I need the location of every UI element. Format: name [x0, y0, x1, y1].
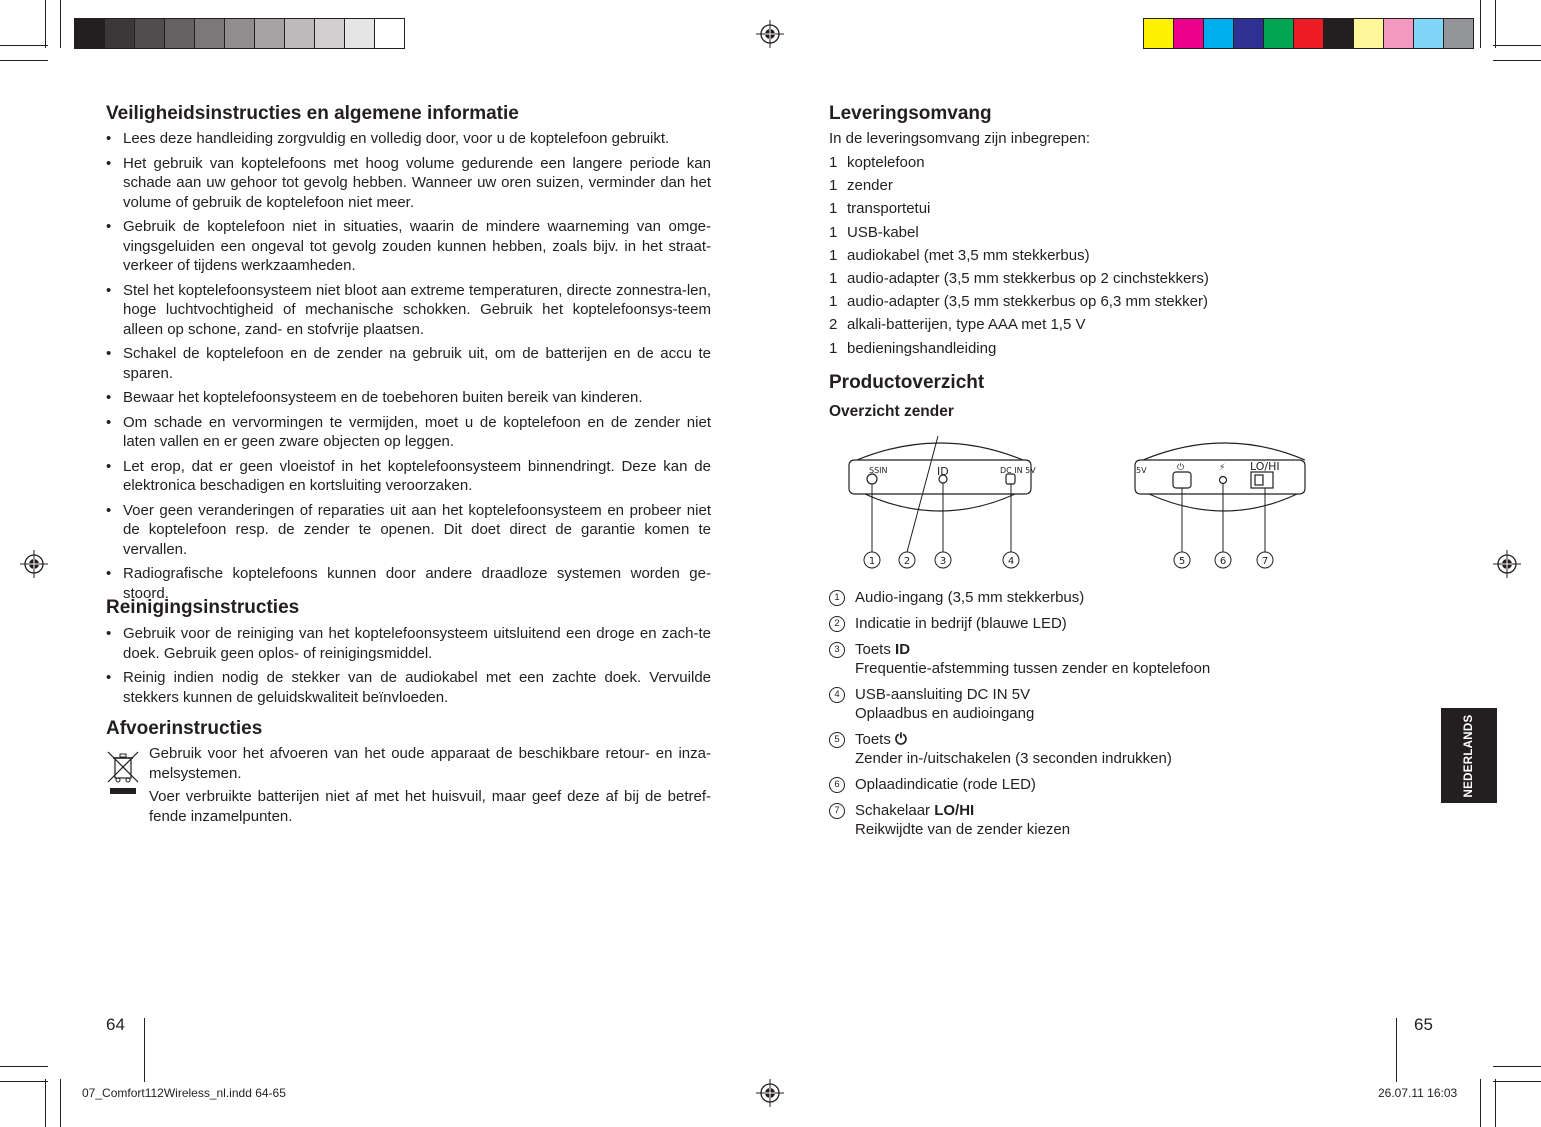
file-slug: 07_Comfort112Wireless_nl.indd 64-65: [82, 1086, 286, 1100]
delivery-item: [829, 313, 1209, 336]
bullet-item: • Reinig indien nodig de stekker van de audiokabel met een zachte doek. Vervuilde stekkers kunnen de geluidskwaliteit beïnvloeden.: [106, 668, 711, 707]
disposal-paragraph-2: Voer verbruikte batterijen niet af met het huisvuil, maar geef deze af bij de betref-fende inzamelpunten.: [149, 788, 711, 825]
callout-1: 1: [868, 556, 876, 567]
legend-prefix: Toets: [855, 731, 896, 748]
legend-item: [829, 640, 1249, 678]
delivery-item-text: bedieningshandleiding: [847, 339, 997, 357]
legend-number: 6: [829, 777, 845, 793]
legend-item: [829, 614, 1249, 633]
delivery-item: [829, 197, 1209, 220]
color-swatch: [1444, 19, 1473, 48]
bullet-item: • Gebruik de koptelefoon niet in situaties, waarin de mindere waarneming van omge-vingsgeluiden een ongeval tot gevolg zouden kunnen hebben, zoals bijv. in het straat-verkeer of tijdens werkzaamheden.: [106, 217, 711, 276]
legend-item: [829, 588, 1249, 607]
color-swatch: [1234, 19, 1264, 48]
color-swatch: [225, 19, 255, 48]
page-number-left: 64: [106, 1015, 125, 1034]
legend-line1: [855, 730, 1249, 749]
cleaning-heading: Reinigingsinstructies: [106, 597, 300, 618]
color-swatch: [135, 19, 165, 48]
bullet-item: • Lees deze handleiding zorgvuldig en volledig door, voor u de koptelefoon gebruikt.: [106, 129, 711, 149]
delivery-item: [829, 244, 1209, 267]
delivery-list: [829, 151, 1209, 360]
color-swatch: [75, 19, 105, 48]
delivery-item-text: audio-adapter (3,5 mm stekkerbus op 2 cinchstekkers): [847, 270, 1209, 288]
port-label-5v: 5V: [1136, 466, 1147, 475]
legend-number: 4: [829, 687, 845, 703]
grayscale-color-bar: [74, 18, 405, 49]
color-swatch: [1294, 19, 1324, 48]
delivery-item-qty: 1: [829, 293, 838, 311]
delivery-intro: In de leveringsomvang zijn inbegrepen:: [829, 130, 1090, 147]
registration-mark-icon: [1493, 550, 1521, 578]
delivery-item-text: alkali-batterijen, type AAA met 1,5 V: [847, 316, 1086, 334]
weee-bin-crossed-icon: [106, 748, 140, 798]
safety-heading: Veiligheidsinstructies en algemene informatie: [106, 103, 519, 124]
legend-bold-label: LO/HI: [934, 802, 975, 819]
disposal-heading: Afvoerinstructies: [106, 718, 263, 739]
legend-line2: Frequentie-afstemming tussen zender en koptelefoon: [855, 660, 1211, 677]
delivery-item: [829, 221, 1209, 244]
color-swatch: [315, 19, 345, 48]
legend-line1: Audio-ingang (3,5 mm stekkerbus): [855, 589, 1085, 606]
safety-list: [106, 129, 711, 608]
overview-legend: [829, 588, 1249, 846]
power-icon: ⏻: [1177, 463, 1185, 473]
delivery-item: [829, 290, 1209, 313]
delivery-item: [829, 174, 1209, 197]
color-swatch: [1144, 19, 1174, 48]
callout-7: 7: [1261, 556, 1269, 567]
date-slug: 26.07.11 16:03: [1378, 1086, 1458, 1100]
color-swatch: [345, 19, 375, 48]
legend-prefix: Schakelaar: [855, 802, 935, 819]
bullet-item: • Om schade en vervormingen te vermijden, moet u de koptelefoon en de zender niet laten vallen en er geen zware objecten op leggen.: [106, 413, 711, 452]
legend-number: 2: [829, 616, 845, 632]
legend-number: 3: [829, 642, 845, 658]
switch-label-lohi: LO/HI: [1250, 460, 1280, 473]
color-swatch: [1384, 19, 1414, 48]
port-label-ssin: SSIN: [869, 466, 888, 475]
color-swatch: [165, 19, 195, 48]
callout-5: 5: [1178, 556, 1186, 567]
callout-6: 6: [1219, 556, 1227, 567]
legend-item: [829, 730, 1249, 768]
delivery-item-text: zender: [847, 177, 893, 195]
color-swatch: [255, 19, 285, 48]
color-swatch: [1354, 19, 1384, 48]
legend-prefix: Toets: [855, 641, 896, 658]
callout-2: 2: [903, 556, 911, 567]
legend-line1: [855, 640, 1249, 659]
color-swatch: [1414, 19, 1444, 48]
legend-line1: [855, 801, 1249, 820]
color-swatch: [1264, 19, 1294, 48]
port-label-dcin: DC IN 5V: [1000, 466, 1036, 475]
delivery-heading: Leveringsomvang: [829, 103, 992, 124]
color-swatch: [105, 19, 135, 48]
registration-mark-icon: [756, 20, 784, 48]
bullet-item: • Let erop, dat er geen vloeistof in het koptelefoonsysteem binnendringt. Deze kan de elektronica beschadigen en kortsluiting veroorzaken.: [106, 457, 711, 496]
delivery-item-qty: 2: [829, 316, 838, 334]
legend-item: [829, 801, 1249, 839]
bullet-item: • Het gebruik van koptelefoons met hoog volume gedurende een langere periode kan schade aan uw gehoor tot gevolg hebben. Wanneer uw oren suizen, verminder dan het volume of gebruik de koptelefoon niet meer.: [106, 154, 711, 213]
delivery-item-qty: 1: [829, 246, 838, 264]
delivery-item: [829, 151, 1209, 174]
delivery-item-text: koptelefoon: [847, 154, 925, 171]
bullet-item: • Gebruik voor de reiniging van het koptelefoonsysteem uitsluitend een droge en zach-te doek. Gebruik geen oplos- of reinigingsmiddel.: [106, 624, 711, 663]
color-swatch: [375, 19, 404, 48]
legend-line2: Oplaadbus en audioingang: [855, 705, 1035, 722]
legend-line2: Reikwijdte van de zender kiezen: [855, 821, 1071, 838]
language-tab: [1441, 708, 1497, 803]
language-tab-label: NEDERLANDS: [1463, 714, 1475, 797]
callout-3: 3: [939, 556, 947, 567]
bullet-item: • Voer geen veranderingen of reparaties uit aan het koptelefoonsysteem en probeer niet de koptelefoon resp. de zender te openen. Dit doet direct de garantie komen te vervallen.: [106, 501, 711, 560]
legend-line1: Indicatie in bedrijf (blauwe LED): [855, 615, 1067, 632]
color-swatch: [195, 19, 225, 48]
legend-number: 5: [829, 732, 845, 748]
bullet-item: • Radiografische koptelefoons kunnen door andere draadloze systemen worden ge-stoord.: [106, 564, 711, 603]
legend-number: 7: [829, 803, 845, 819]
delivery-item: [829, 337, 1209, 360]
delivery-item-text: USB-kabel: [847, 223, 919, 241]
legend-number: 1: [829, 590, 845, 606]
transmitter-back-view: [849, 436, 1031, 552]
delivery-item-qty: 1: [829, 270, 838, 288]
color-swatch: [285, 19, 315, 48]
legend-line1: USB-aansluiting DC IN 5V: [855, 686, 1031, 703]
delivery-item-qty: 1: [829, 177, 838, 195]
legend-item: [829, 685, 1249, 723]
legend-bold-label: ⏻: [895, 731, 907, 748]
delivery-item: [829, 267, 1209, 290]
callout-4: 4: [1007, 556, 1015, 567]
delivery-item-text: audio-adapter (3,5 mm stekkerbus op 6,3 mm stekker): [847, 293, 1208, 311]
transmitter-diagram: [845, 432, 1315, 572]
cleaning-list: [106, 624, 711, 712]
bullet-item: • Schakel de koptelefoon en de zender na gebruik uit, om de batterijen en de accu te sparen.: [106, 344, 711, 383]
registration-mark-icon: [20, 550, 48, 578]
delivery-item-text: audiokabel (met 3,5 mm stekkerbus): [847, 246, 1090, 264]
disposal-paragraph-1: Gebruik voor het afvoeren van het oude apparaat de beschikbare retour- en inza-melsystemen.: [149, 745, 711, 782]
bullet-item: • Bewaar het koptelefoonsysteem en de toebehoren buiten bereik van kinderen.: [106, 388, 711, 408]
color-swatch: [1174, 19, 1204, 48]
bullet-item: • Stel het koptelefoonsysteem niet bloot aan extreme temperaturen, directe zonnestra-len, hoge luchtvochtigheid of mechanische schokken. Gebruik het koptelefoonsys-teem alleen op schone, zand- en stofvrije plaatsen.: [106, 281, 711, 340]
legend-item: [829, 775, 1249, 794]
delivery-item-qty: 1: [829, 223, 838, 241]
legend-bold-label: ID: [895, 641, 911, 658]
delivery-item-text: transportetui: [847, 200, 931, 218]
overview-heading: Productoverzicht: [829, 372, 985, 393]
port-label-id: ID: [937, 465, 949, 478]
registration-mark-icon: [756, 1079, 784, 1107]
charge-bolt-icon: ⚡: [1219, 463, 1226, 473]
process-color-bar: [1143, 18, 1474, 49]
page-number-right: 65: [1414, 1015, 1433, 1034]
legend-line1: Oplaadindicatie (rode LED): [855, 776, 1036, 793]
color-swatch: [1204, 19, 1234, 48]
legend-line2: Zender in-/uitschakelen (3 seconden indrukken): [855, 750, 1172, 767]
delivery-item-qty: 1: [829, 200, 838, 218]
delivery-item-qty: 1: [829, 154, 838, 171]
color-swatch: [1324, 19, 1354, 48]
delivery-item-qty: 1: [829, 339, 838, 357]
overview-subheading: Overzicht zender: [829, 403, 954, 420]
